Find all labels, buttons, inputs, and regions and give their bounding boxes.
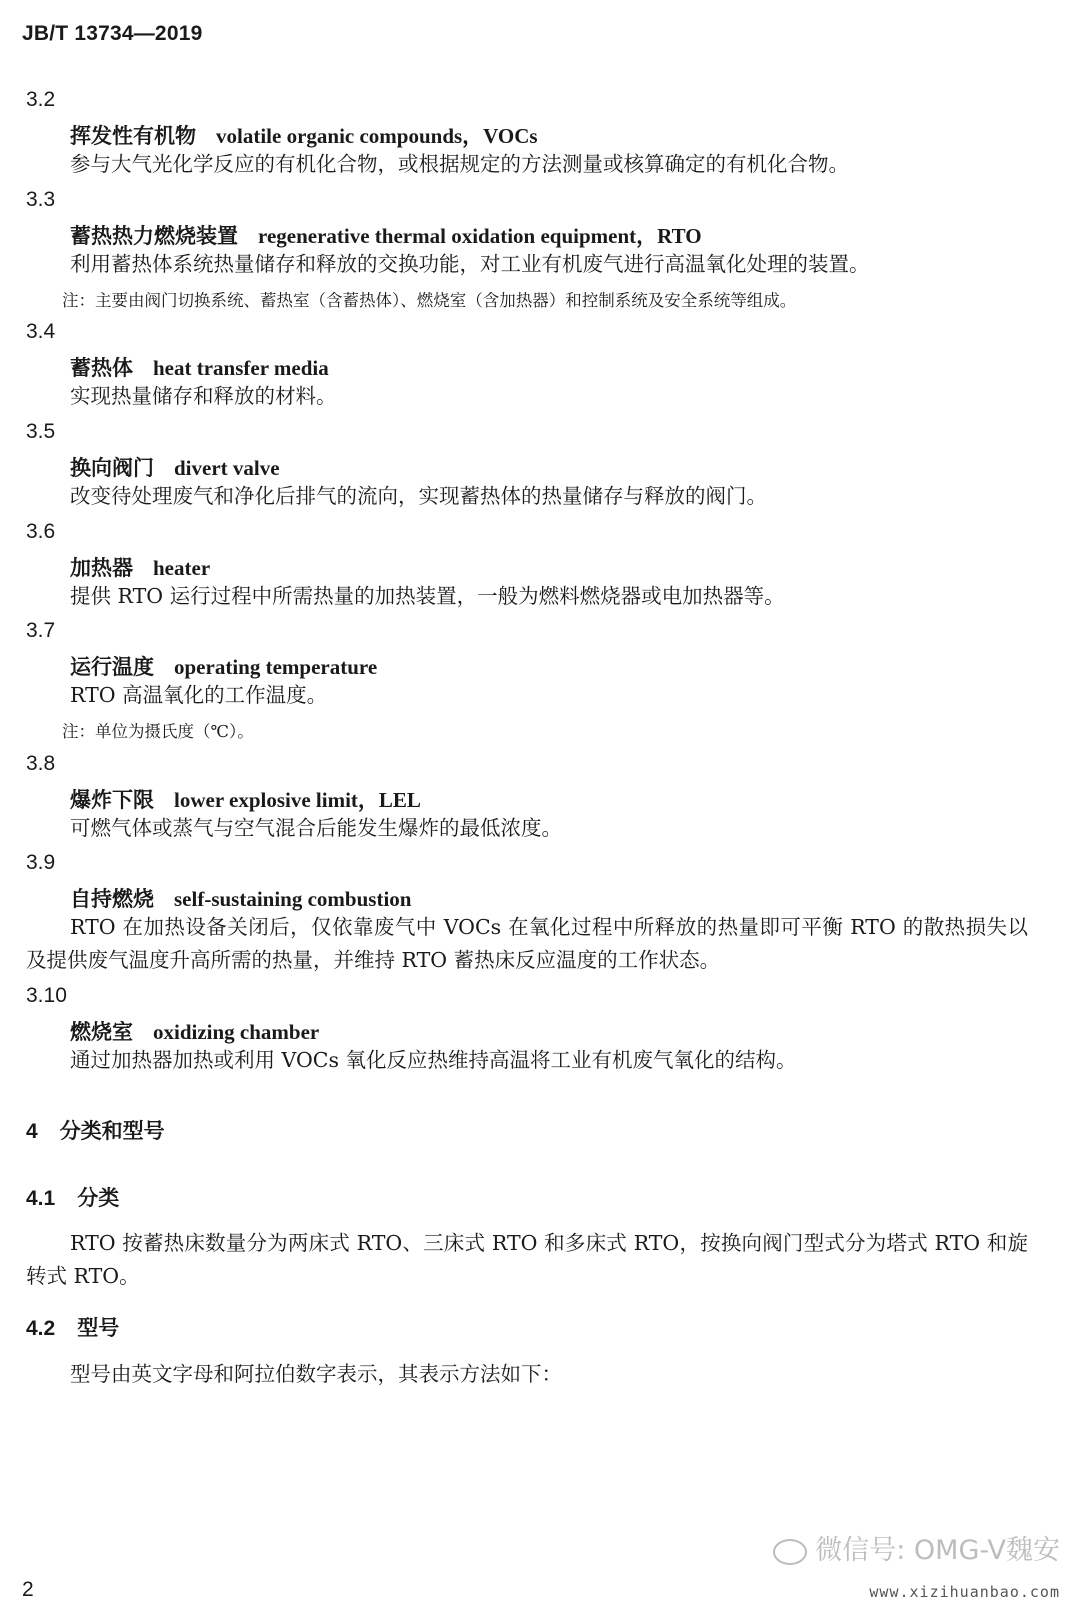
watermark-url: www.xizihuanbao.com — [869, 1583, 1060, 1601]
section-paragraph: RTO 按蓄热床数量分为两床式 RTO、三床式 RTO 和多床式 RTO，按换向阀门型式分为塔式 RTO 和旋转式 RTO。 — [26, 1231, 1028, 1288]
entry-definition: RTO 在加热设备关闭后，仅依靠废气中 VOCs 在氧化过程中所释放的热量即可平衡 RTO 的散热损失以及提供废气温度升高所需的热量，并维持 RTO 蓄热床反应温度的工作状态。 — [26, 915, 1028, 972]
section-number: 4 — [26, 1120, 38, 1143]
entry-definition: 提供 RTO 运行过程中所需热量的加热装置，一般为燃料燃烧器或电加热器等。 — [70, 584, 785, 608]
term-en: operating temperature — [174, 655, 378, 679]
entry-number: 3.2 — [26, 88, 56, 111]
watermark-text: 微信号: OMG-V魏安 — [815, 1535, 1060, 1566]
term-zh: 蓄热热力燃烧装置 — [70, 223, 238, 248]
entry-term — [70, 883, 411, 913]
entry-note: 注：单位为摄氏度（℃）。 — [62, 722, 254, 741]
term-zh: 蓄热体 — [70, 355, 133, 380]
entry-number: 3.9 — [26, 851, 56, 874]
entry-definition: 可燃气体或蒸气与空气混合后能发生爆炸的最低浓度。 — [70, 816, 562, 840]
term-zh: 燃烧室 — [70, 1019, 133, 1044]
entry-term — [70, 352, 329, 382]
entry-definition: 实现热量储存和释放的材料。 — [70, 384, 337, 408]
watermark — [773, 1528, 1060, 1567]
entry-definition: RTO 高温氧化的工作温度。 — [70, 683, 328, 707]
subsection-heading — [26, 1182, 119, 1212]
entry-term — [70, 452, 280, 482]
entry-term — [70, 220, 702, 250]
entry-term — [70, 552, 210, 582]
entry-term — [70, 784, 421, 814]
entry-definition: 参与大气光化学反应的有机化合物，或根据规定的方法测量或核算确定的有机化合物。 — [70, 152, 849, 176]
term-en: heater — [153, 556, 211, 580]
entry-term — [70, 1016, 319, 1046]
term-en: heat transfer media — [153, 356, 329, 380]
term-en: oxidizing chamber — [153, 1020, 320, 1044]
entry-number: 3.5 — [26, 420, 56, 443]
term-zh: 自持燃烧 — [70, 886, 154, 911]
entry-number: 3.3 — [26, 188, 56, 211]
term-en: lower explosive limit，LEL — [174, 788, 421, 812]
section-heading — [26, 1115, 165, 1145]
document-header: JB/T 13734—2019 — [22, 22, 203, 45]
term-en: self-sustaining combustion — [174, 887, 412, 911]
section-number: 4.1 — [26, 1187, 56, 1210]
section-number: 4.2 — [26, 1317, 56, 1340]
wechat-icon — [773, 1539, 807, 1565]
subsection-heading — [26, 1312, 119, 1342]
entry-number: 3.6 — [26, 520, 56, 543]
entry-number: 3.10 — [26, 984, 67, 1007]
section-title: 分类和型号 — [59, 1120, 165, 1143]
term-zh: 运行温度 — [70, 654, 154, 679]
entry-number: 3.7 — [26, 619, 56, 642]
term-zh: 换向阀门 — [70, 455, 154, 480]
entry-term — [70, 120, 538, 150]
term-en: divert valve — [174, 456, 280, 480]
section-title: 分类 — [77, 1187, 120, 1210]
entry-number: 3.4 — [26, 320, 56, 343]
term-en: volatile organic compounds，VOCs — [216, 124, 538, 148]
entry-definition: 通过加热器加热或利用 VOCs 氧化反应热维持高温将工业有机废气氧化的结构。 — [70, 1048, 797, 1072]
section-title: 型号 — [77, 1317, 120, 1340]
section-paragraph: 型号由英文字母和阿拉伯数字表示，其表示方法如下： — [70, 1362, 562, 1386]
entry-definition: 利用蓄热体系统热量储存和释放的交换功能，对工业有机废气进行高温氧化处理的装置。 — [70, 252, 870, 276]
entry-number: 3.8 — [26, 752, 56, 775]
term-zh: 加热器 — [70, 555, 133, 580]
entry-definition: 改变待处理废气和净化后排气的流向，实现蓄热体的热量储存与释放的阀门。 — [70, 484, 767, 508]
entry-term — [70, 651, 377, 681]
term-zh: 爆炸下限 — [70, 787, 154, 812]
page-number: 2 — [22, 1578, 34, 1601]
entry-note: 注：主要由阀门切换系统、蓄热室（含蓄热体）、燃烧室（含加热器）和控制系统及安全系统等组成。 — [62, 291, 797, 310]
term-en: regenerative thermal oxidation equipment，RTO — [258, 224, 702, 248]
term-zh: 挥发性有机物 — [70, 123, 196, 148]
